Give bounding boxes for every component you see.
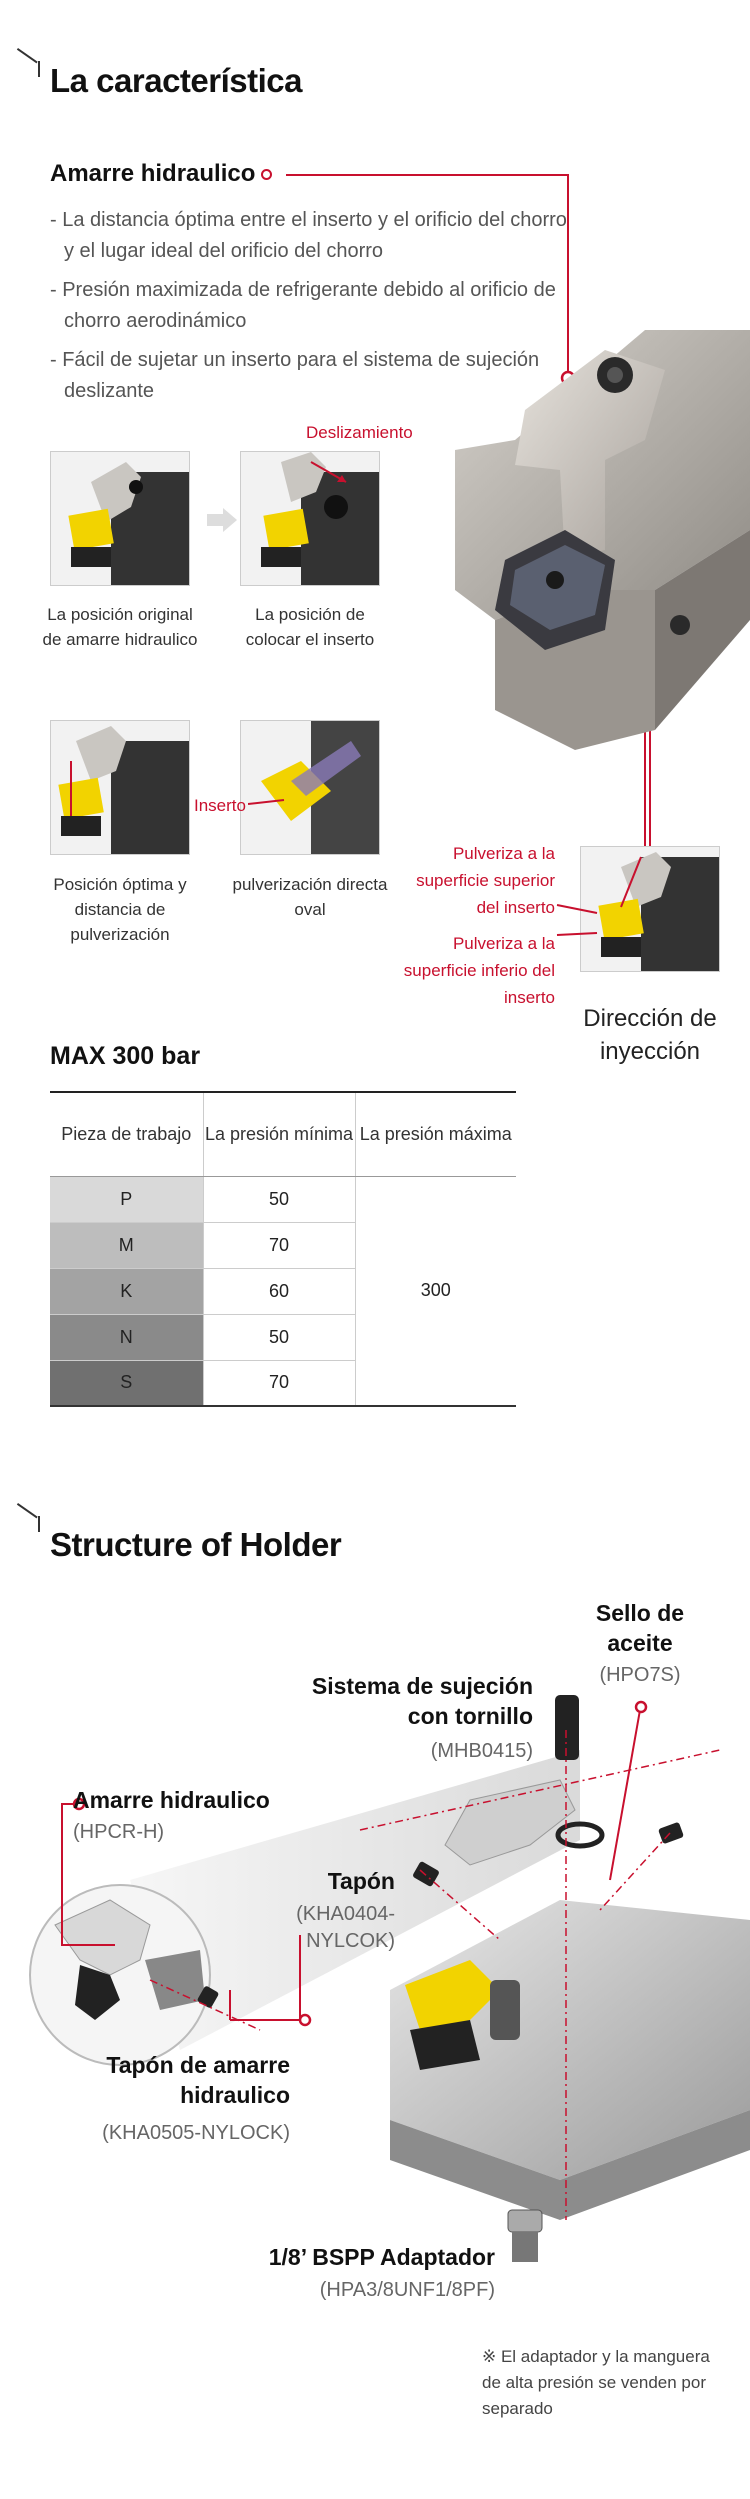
part-clamp-plug-code: (KHA0505-NYLOCK) [102, 2122, 290, 2144]
holder-illustration [455, 290, 750, 750]
thumb-placing-position [240, 451, 380, 586]
header-workpiece: Pieza de trabajo [50, 1092, 203, 1176]
separate-sale-note: ※ El adaptador y la manguera de alta presión se venden por separado [482, 2347, 710, 2418]
table-row [50, 1176, 516, 1222]
min-cell: 60 [203, 1268, 355, 1314]
min-cell: 70 [203, 1360, 355, 1406]
caption-optimal: Posición óptima y distancia de pulverización [53, 875, 187, 944]
material-cell: N [50, 1314, 203, 1360]
thumb-optimal-position [50, 720, 190, 855]
caption-oval: pulverización directa oval [232, 875, 388, 919]
material-cell: M [50, 1222, 203, 1268]
spray-arrows [555, 895, 605, 945]
injection-direction-label: Dirección de inyección [583, 1005, 717, 1065]
part-screw-name: Sistema de sujeción con tornillo [311, 1673, 533, 1729]
part-adapter-name: 1/8’ BSPP Adaptador [268, 2244, 495, 2270]
min-cell: 70 [203, 1222, 355, 1268]
part-adapter-code: (HPA3/8UNF1/8PF) [319, 2279, 495, 2301]
part-clamp-code: (HPCR-H) [73, 1821, 165, 1843]
caption-placing: La posición de colocar el inserto [245, 605, 375, 649]
part-seal-code: (HPO7S) [599, 1664, 681, 1686]
material-cell: S [50, 1360, 203, 1406]
insert-arrow [248, 790, 288, 810]
clamp-subtitle-text: Amarre hidraulico [50, 160, 256, 187]
caption-original: La posición original de amarre hidraulico [42, 605, 198, 649]
part-plug-code: (KHA0404-NYLCOK) [296, 1903, 395, 1952]
header-min-pressure: La presión mínima [203, 1092, 355, 1176]
material-cell: K [50, 1268, 203, 1314]
part-clamp-name: Amarre hidraulico [73, 1787, 270, 1813]
part-screw-code: (MHB0415) [430, 1740, 533, 1762]
section-corner-icon [18, 1503, 46, 1531]
min-cell: 50 [203, 1314, 355, 1360]
part-plug-name: Tapón [327, 1868, 395, 1894]
arrow-right-icon [207, 508, 237, 532]
part-seal-name: Sello de aceite [595, 1600, 685, 1656]
max-pressure-title: MAX 300 bar [50, 1042, 201, 1070]
insert-label: Inserto [194, 796, 246, 815]
material-cell: P [50, 1176, 203, 1222]
table-header-row [50, 1092, 516, 1176]
bullet-item: - Presión maximizada de refrigerante debido al orificio de chorro aerodinámico [50, 279, 556, 332]
section-title-feature: La característica [50, 62, 303, 99]
pressure-table [50, 1091, 516, 1407]
header-max-pressure: La presión máxima [355, 1092, 516, 1176]
bullet-item: - Fácil de sujetar un inserto para el sistema de sujeción deslizante [50, 349, 540, 402]
spray-top-label: Pulveriza a la superficie superior del inserto [416, 844, 555, 917]
min-cell: 50 [203, 1176, 355, 1222]
section-title-structure: Structure of Holder [50, 1526, 342, 1563]
spray-bottom-label: Pulveriza a la superficie inferio del inserto [403, 934, 555, 1007]
thumb-oval-spray [240, 720, 380, 855]
thumb-original-position [50, 451, 190, 586]
part-clamp-plug-name: Tapón de amarre hidraulico [106, 2052, 290, 2108]
bullet-item: - La distancia óptima entre el inserto y el orificio del chorro y el lugar ideal del orificio del chorro [50, 209, 567, 262]
max-cell: 300 [355, 1176, 516, 1406]
slide-label: Deslizamiento [306, 423, 413, 442]
